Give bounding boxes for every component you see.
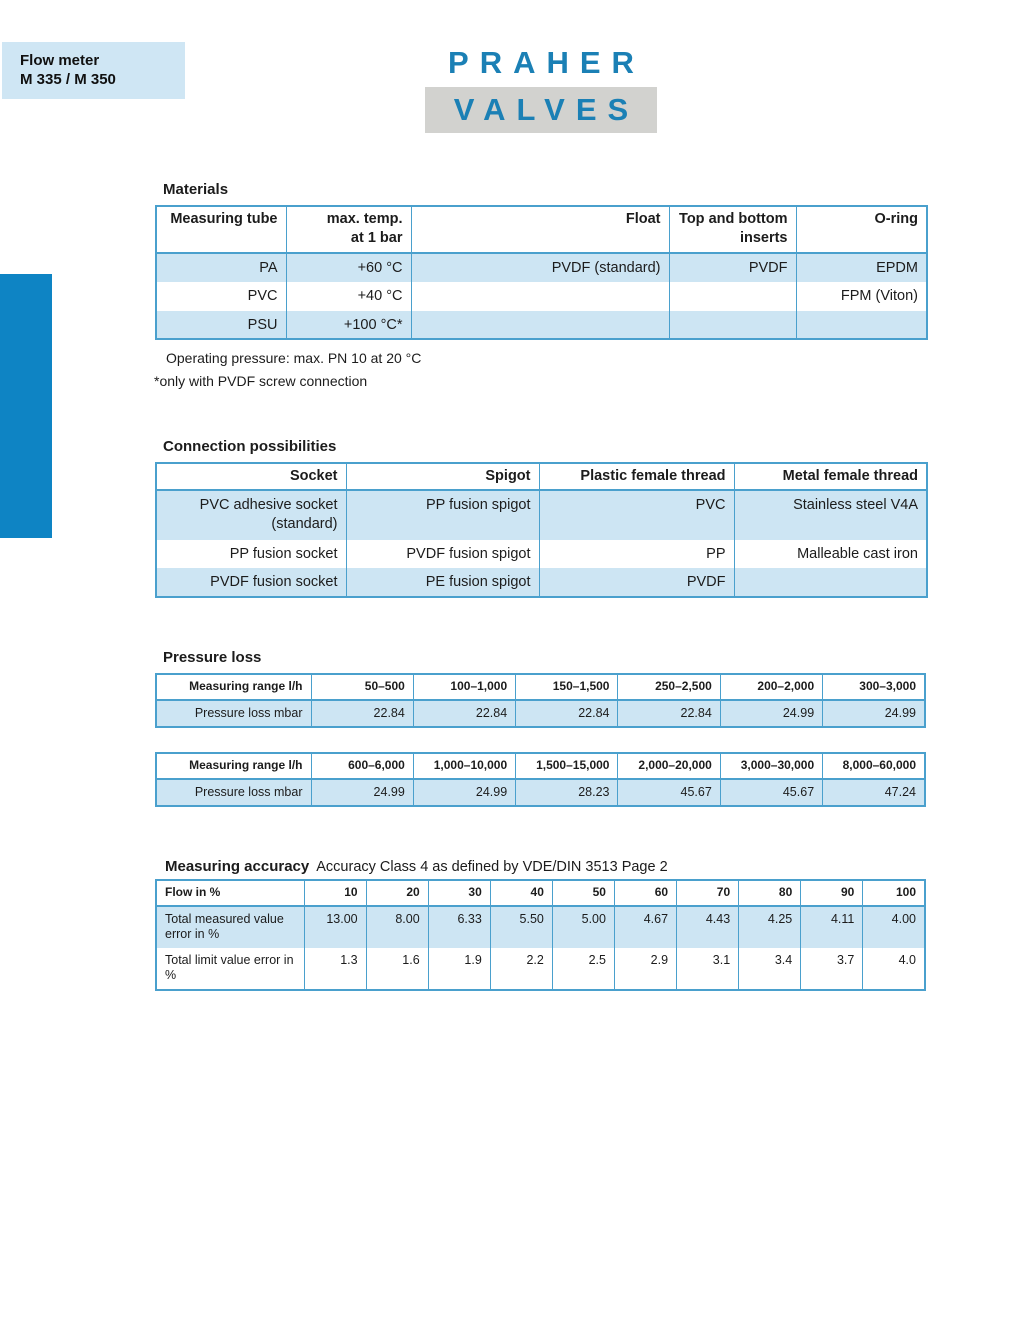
header-line: at 1 bar	[350, 230, 403, 246]
header-line: inserts	[739, 230, 788, 246]
table-cell: 2.9	[614, 948, 676, 990]
table-cell: 4.43	[677, 906, 739, 948]
table-cell: +40 °C	[286, 282, 411, 311]
product-models: M 335 / M 350	[20, 71, 116, 88]
table-cell: 8.00	[366, 906, 428, 948]
product-label-box	[2, 42, 185, 99]
table-header-cell: Measuring range l/h	[156, 674, 311, 700]
table-row	[156, 311, 927, 339]
table-cell: 24.99	[413, 779, 515, 806]
table-header-cell: Plastic female thread	[539, 463, 734, 490]
table-cell: 5.50	[490, 906, 552, 948]
table-cell: 3.1	[677, 948, 739, 990]
table-header-cell	[411, 206, 669, 253]
table-header-cell: Metal female thread	[734, 463, 927, 490]
connections-table	[155, 462, 928, 598]
table-header-row	[156, 463, 927, 490]
table-header-cell: 100	[863, 880, 925, 906]
table-cell: +100 °C*	[286, 311, 411, 339]
table-cell: Total measured value error in %	[165, 912, 284, 941]
header-line: Measuring tube	[170, 211, 278, 227]
table-row	[156, 568, 927, 597]
table-cell: 13.00	[304, 906, 366, 948]
table-cell: 3.4	[739, 948, 801, 990]
table-header-cell: 60	[614, 880, 676, 906]
table-cell	[411, 282, 669, 311]
table-header-cell: 50	[552, 880, 614, 906]
table-header-row	[156, 206, 927, 253]
table-cell: 22.84	[618, 700, 720, 727]
table-cell: PVC	[539, 490, 734, 540]
table-header-cell: Spigot	[346, 463, 539, 490]
table-cell: 22.84	[516, 700, 618, 727]
table-row	[156, 253, 927, 282]
left-accent-bar	[0, 274, 52, 538]
table-cell: PP	[539, 540, 734, 568]
table-cell: 4.67	[614, 906, 676, 948]
table-cell: 24.99	[720, 700, 822, 727]
table-cell: 1.6	[366, 948, 428, 990]
praher-valves-logo	[425, 40, 657, 133]
table-cell: Pressure loss mbar	[194, 785, 303, 799]
table-cell: 2.2	[490, 948, 552, 990]
table-cell: Pressure loss mbar	[194, 706, 303, 720]
table-header-cell: Measuring range l/h	[156, 753, 311, 779]
table-row	[156, 700, 925, 727]
product-name: Flow meter	[20, 52, 100, 69]
table-header-cell: 80	[739, 880, 801, 906]
table-header-cell: 100–1,000	[413, 674, 515, 700]
table-header-cell: 20	[366, 880, 428, 906]
table-row	[156, 490, 927, 540]
table-header-cell: 10	[304, 880, 366, 906]
table-header-cell	[286, 206, 411, 253]
table-cell: 1.3	[304, 948, 366, 990]
table-cell: 4.00	[863, 906, 925, 948]
table-header-cell: 8,000–60,000	[823, 753, 925, 779]
table-cell: EPDM	[796, 253, 927, 282]
table-cell: PVDF (standard)	[411, 253, 669, 282]
table-cell	[669, 311, 796, 339]
table-cell: PVC	[247, 288, 278, 304]
table-cell: 5.00	[552, 906, 614, 948]
table-cell: 4.11	[801, 906, 863, 948]
table-cell: FPM (Viton)	[796, 282, 927, 311]
accuracy-title-rest: Accuracy Class 4 as defined by VDE/DIN 3513 Page 2	[316, 859, 668, 875]
table-header-cell: 600–6,000	[311, 753, 413, 779]
table-cell: 45.67	[720, 779, 822, 806]
table-row	[156, 779, 925, 806]
table-header-cell: 250–2,500	[618, 674, 720, 700]
table-cell: 4.0	[863, 948, 925, 990]
header-line: O-ring	[874, 211, 918, 227]
table-cell: 28.23	[516, 779, 618, 806]
table-header-row	[156, 880, 925, 906]
table-header-row	[156, 674, 925, 700]
operating-pressure-note: Operating pressure: max. PN 10 at 20 °C	[166, 350, 422, 366]
table-header-cell: 70	[677, 880, 739, 906]
table-cell: PA	[259, 260, 278, 276]
table-row	[156, 540, 927, 568]
table-header-cell	[669, 206, 796, 253]
table-cell: 4.25	[739, 906, 801, 948]
table-header-cell: 90	[801, 880, 863, 906]
table-header-cell: 30	[428, 880, 490, 906]
table-cell	[734, 568, 927, 597]
table-cell: Total limit value error in %	[165, 953, 294, 982]
table-cell: 22.84	[413, 700, 515, 727]
table-cell: 45.67	[618, 779, 720, 806]
table-header-cell	[156, 206, 286, 253]
table-cell: PP fusion socket	[229, 546, 338, 562]
pressure-loss-table-2	[155, 752, 926, 807]
accuracy-table	[155, 879, 926, 991]
table-cell: +60 °C	[286, 253, 411, 282]
table-header-cell: 3,000–30,000	[720, 753, 822, 779]
table-header-cell: 1,000–10,000	[413, 753, 515, 779]
table-cell: 6.33	[428, 906, 490, 948]
table-header-cell: 40	[490, 880, 552, 906]
table-cell: 2.5	[552, 948, 614, 990]
pressure-loss-section-title: Pressure loss	[163, 649, 262, 666]
table-cell	[796, 311, 927, 339]
table-cell: PVDF	[669, 253, 796, 282]
table-cell: PVC adhesive socket (standard)	[199, 497, 338, 532]
table-cell: 47.24	[823, 779, 925, 806]
header-line: Float	[625, 211, 661, 227]
table-cell: PVDF fusion socket	[210, 574, 338, 590]
table-cell: PVDF fusion spigot	[346, 540, 539, 568]
table-header-cell: 2,000–20,000	[618, 753, 720, 779]
table-cell: 24.99	[823, 700, 925, 727]
accuracy-title-bold: Measuring accuracy	[165, 858, 310, 875]
header-line: max. temp.	[326, 211, 403, 227]
table-cell: 22.84	[311, 700, 413, 727]
asterisk-note: *only with PVDF screw connection	[154, 373, 368, 389]
logo-word-valves: VALVES	[425, 87, 657, 134]
materials-table	[155, 205, 928, 340]
table-cell: PE fusion spigot	[346, 568, 539, 597]
materials-section-title: Materials	[163, 181, 229, 198]
table-header-cell	[796, 206, 927, 253]
connections-section-title: Connection possibilities	[163, 438, 337, 455]
table-cell	[669, 282, 796, 311]
table-cell: PVDF	[539, 568, 734, 597]
pressure-loss-table-1	[155, 673, 926, 728]
table-header-cell: 50–500	[311, 674, 413, 700]
table-cell: 3.7	[801, 948, 863, 990]
table-cell	[411, 311, 669, 339]
logo-word-praher: PRAHER	[425, 40, 657, 87]
table-row	[156, 282, 927, 311]
accuracy-section-title	[165, 858, 668, 876]
table-cell: Malleable cast iron	[734, 540, 927, 568]
table-header-cell: 1,500–15,000	[516, 753, 618, 779]
header-line: Top and bottom	[679, 211, 788, 227]
table-cell: Stainless steel V4A	[734, 490, 927, 540]
table-cell: 24.99	[311, 779, 413, 806]
table-header-cell: 300–3,000	[823, 674, 925, 700]
table-cell: PP fusion spigot	[346, 490, 539, 540]
table-header-cell: Socket	[156, 463, 346, 490]
table-row	[156, 948, 925, 990]
table-header-cell: 150–1,500	[516, 674, 618, 700]
table-cell: 1.9	[428, 948, 490, 990]
table-cell: PSU	[247, 317, 278, 333]
table-header-row	[156, 753, 925, 779]
table-header-cell: 200–2,000	[720, 674, 822, 700]
table-row	[156, 906, 925, 948]
table-header-cell: Flow in %	[156, 880, 304, 906]
